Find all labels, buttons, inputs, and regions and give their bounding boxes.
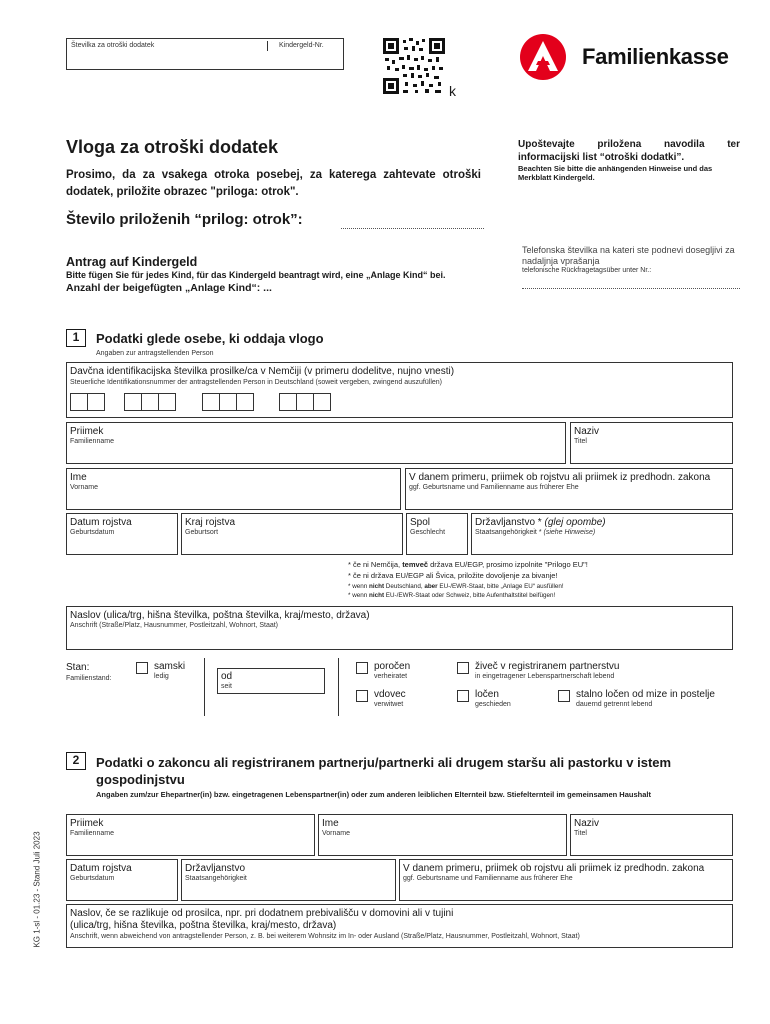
partner-title-label: Naziv [574, 818, 600, 829]
brand-name: Familienkasse [582, 44, 729, 69]
fn1b: temveč [402, 560, 429, 569]
separated-label: stalno ločen od mize in postelje [576, 689, 715, 700]
single-label-de: ledig [154, 673, 169, 680]
fn3c: Deutschland, [384, 582, 425, 590]
firstname-label: Ime [70, 472, 87, 483]
partner-firstname-label-de: Vorname [322, 830, 351, 837]
partner-nationality-field[interactable] [181, 859, 396, 901]
partner-nationality-label: Državljanstvo [185, 863, 246, 874]
title-label: Naziv [574, 426, 600, 437]
partner-title-label-de: Titel [574, 830, 587, 837]
nationality-de-text: Staatsangehörigkeit * [475, 529, 542, 536]
fn4b: nicht [369, 591, 385, 599]
tax-id-digit[interactable] [158, 393, 176, 411]
fn1c: država EU/EGP, prosimo izpolnite "Prilogo EU"! [428, 560, 588, 569]
partner-address-field[interactable] [66, 904, 733, 948]
widowed-checkbox[interactable] [356, 690, 368, 702]
de-intro: Bitte fügen Sie für jedes Kind, für das Kindergeld beantragt wird, eine „Anlage Kind“ bei. [66, 270, 446, 280]
partnership-label-de: in eingetragener Lebenspartnerschaft lebend [475, 673, 615, 680]
address-field[interactable] [66, 606, 733, 650]
nationality-field[interactable] [471, 513, 733, 555]
partner-firstname-field[interactable] [318, 814, 567, 856]
address-label-de: Anschrift (Straße/Platz, Hausnummer, Postleitzahl, Wohnort, Staat) [70, 622, 279, 629]
pob-label: Kraj rojstva [185, 517, 236, 528]
tax-id-digit[interactable] [296, 393, 314, 411]
firstname-label-de: Vorname [70, 484, 99, 491]
divorced-label: ločen [475, 689, 499, 700]
address-label: Naslov (ulica/trg, hišna številka, poštna številka, kraj/mesto, država) [70, 610, 370, 621]
separated-checkbox[interactable] [558, 690, 570, 702]
married-label: poročen [374, 661, 411, 672]
fn1a: * če ni Nemčija, [348, 560, 403, 569]
since-inner-box[interactable] [217, 668, 325, 694]
attachment-count-input[interactable] [341, 228, 484, 229]
partner-dob-label: Datum rojstva [70, 863, 132, 874]
instructions-note-de: Beachten Sie bitte die anhängenden Hinweise und das Merkblatt Kindergeld. [518, 164, 713, 183]
partner-nationality-label-de: Staatsangehörigkeit [185, 875, 247, 882]
partner-dob-field[interactable] [66, 859, 178, 901]
section-1-form [66, 362, 733, 652]
fn3e: EU-/EWR-Staat, bitte „Anlage EU“ ausfüllen! [437, 582, 564, 590]
phone-input[interactable] [522, 288, 740, 289]
tax-id-digit[interactable] [70, 393, 88, 411]
sex-label-de: Geschlecht [410, 529, 446, 536]
partner-surname-field[interactable] [66, 814, 315, 856]
fn4c: EU-/EWR-Staat oder Schweiz, bitte Aufenthaltstitel beifügen! [384, 591, 556, 599]
section-1-subtitle: Angaben zur antragstellenden Person [96, 350, 214, 357]
partner-surname-label: Priimek [70, 818, 104, 829]
partner-address-label-1: Naslov, če se razlikuje od prosilca, npr. pri dodatnem prebivališču v domovini ali v tujini [70, 908, 454, 919]
nationality-de-note: (siehe Hinweise) [543, 529, 596, 536]
partner-address-label-2: (ulica/trg, hišna številka, poštna številka, kraj/mesto, država) [70, 920, 337, 931]
partner-surname-label-de: Familienname [70, 830, 114, 837]
pob-label-de: Geburtsort [185, 529, 219, 536]
field-label-kindergeld-nr: Kindergeld-Nr. [279, 42, 324, 49]
section-2-number: 2 [66, 752, 86, 770]
single-checkbox[interactable] [136, 662, 148, 674]
status-label: Stan: [66, 662, 90, 673]
section-1-number: 1 [66, 329, 86, 347]
footnote-2: * če ni država EU/EGP ali Švica, priložite dovoljenje za bivanje! [348, 570, 558, 580]
field-label-child-benefit-number: Številka za otroški dodatek [71, 42, 155, 49]
surname-field[interactable] [66, 422, 566, 464]
married-checkbox[interactable] [356, 662, 368, 674]
familienkasse-logo [520, 34, 570, 84]
partnership-checkbox[interactable] [457, 662, 469, 674]
pob-field[interactable] [181, 513, 403, 555]
tax-id-digit[interactable] [202, 393, 220, 411]
tax-id-digit[interactable] [219, 393, 237, 411]
page-title: Vloga za otroški dodatek [66, 137, 279, 157]
nationality-label-de [475, 529, 595, 537]
since-label-de: seit [221, 683, 232, 690]
tax-id-digit[interactable] [87, 393, 105, 411]
dob-label-de: Geburtsdatum [70, 529, 115, 536]
separated-label-de: dauernd getrennt lebend [576, 701, 653, 708]
logo-a-icon [520, 34, 566, 80]
partner-dob-label-de: Geburtsdatum [70, 875, 115, 882]
surname-label-de: Familienname [70, 438, 114, 445]
partner-firstname-label: Ime [322, 818, 339, 829]
partner-birthname-label: V danem primeru, priimek ob rojstvu ali priimek iz predhodn. zakona [403, 863, 705, 874]
fn4a: * wenn [348, 591, 370, 599]
divorced-label-de: geschieden [475, 701, 511, 708]
tax-id-digit[interactable] [313, 393, 331, 411]
partner-title-field[interactable] [570, 814, 733, 856]
partner-address-label-de: Anschrift, wenn abweichend von antragstellender Person, z. B. bei weiterem Wohnsitz im In- oder Ausland (Straße/Platz, Hausnummer, Postleitzahl, Wohnort, Staat) [70, 933, 580, 940]
instructions-note: Upoštevajte priložena navodila ter informacijski list “otroški dodatki”. [518, 139, 740, 163]
birthname-label: V danem primeru, priimek ob rojstvu ali priimek iz predhodn. zakona [409, 472, 711, 483]
nationality-note: (glej opombe) [544, 517, 606, 528]
sex-label: Spol [410, 517, 431, 528]
intro-text: Prosimo, da za vsakega otroka posebej, za katerega zahtevate otroški dodatek, priložite obrazec "priloga: otrok". [66, 169, 481, 198]
partnership-label: živeč v registriranem partnerstvu [475, 661, 620, 672]
single-label: samski [154, 661, 186, 672]
nationality-label [475, 517, 606, 529]
partner-birthname-label-de: ggf. Geburtsname und Familienname aus früherer Ehe [403, 875, 573, 882]
since-field[interactable] [204, 658, 339, 716]
marital-status [66, 660, 733, 720]
section-2-subtitle: Angaben zum/zur Ehepartner(in) bzw. eingetragenen Lebenspartner(in) oder zum anderen leiblichen Elternteil bzw. Stiefelternteil im gemeinsamen Haushalt [96, 790, 651, 799]
since-label: od [221, 671, 233, 682]
kindergeld-number-field[interactable] [66, 38, 344, 70]
qr-code [383, 38, 445, 94]
phone-label: Telefonska številka na kateri ste podnevi dosegljivi za nadaljnja vprašanja [522, 245, 735, 267]
qr-suffix-letter: k [449, 83, 456, 99]
phone-label-de: telefonische Rückfragetagsüber unter Nr.: [522, 267, 652, 274]
fn3a: * wenn [348, 582, 370, 590]
form-code-vertical: KG 1-sl - 01.23 - Stand Juli 2023 [32, 831, 42, 948]
title-field[interactable] [570, 422, 733, 464]
footnotes [348, 560, 733, 600]
footnote-3 [348, 582, 733, 591]
surname-label: Priimek [70, 426, 104, 437]
de-count: Anzahl der beigefügten „Anlage Kind“: ... [66, 282, 272, 294]
divorced-checkbox[interactable] [457, 690, 469, 702]
married-label-de: verheiratet [374, 673, 408, 680]
partner-birthname-field[interactable] [399, 859, 733, 901]
birthname-field[interactable] [405, 468, 733, 510]
dob-label: Datum rojstva [70, 517, 132, 528]
nationality-text: Državljanstvo * [475, 517, 542, 528]
title-label-de: Titel [574, 438, 587, 445]
status-label-de: Familienstand: [66, 675, 112, 682]
section-2-form [66, 814, 733, 948]
sex-field[interactable] [406, 513, 468, 555]
widowed-label-de: verwitwet [374, 701, 404, 708]
firstname-field[interactable] [66, 468, 401, 510]
birthname-label-de: ggf. Geburtsname und Familienname aus früherer Ehe [409, 484, 579, 491]
footnote-1 [348, 560, 733, 571]
tax-id-digit[interactable] [279, 393, 297, 411]
footnote-4 [348, 591, 733, 600]
attachment-count-label: Število priloženih “prilog: otrok”: [66, 211, 303, 228]
fn3d: aber [424, 582, 438, 590]
fn3b: nicht [369, 582, 385, 590]
widowed-label: vdovec [374, 689, 406, 700]
section-1-title: Podatki glede osebe, ki oddaja vlogo [96, 331, 324, 346]
tax-id-digit[interactable] [236, 393, 254, 411]
tax-id-digit[interactable] [141, 393, 159, 411]
tax-id-label-de: Steuerliche Identifikationsnummer der antragstellenden Person in Deutschland (soweit vergeben, zwingend auszufüllen) [70, 379, 442, 386]
tax-id-digit[interactable] [124, 393, 142, 411]
section-2-title: Podatki o zakoncu ali registriranem partnerju/partnerki ali drugem staršu ali pastorku v istem gospodinjstvu [96, 755, 672, 787]
tax-id-label: Davčna identifikacijska številka prosilke/ca v Nemčiji (v primeru dodelitve, nujno vnesti) [70, 366, 455, 377]
tax-id-cell [66, 362, 733, 418]
de-title: Antrag auf Kindergeld [66, 255, 198, 269]
dob-field[interactable] [66, 513, 178, 555]
